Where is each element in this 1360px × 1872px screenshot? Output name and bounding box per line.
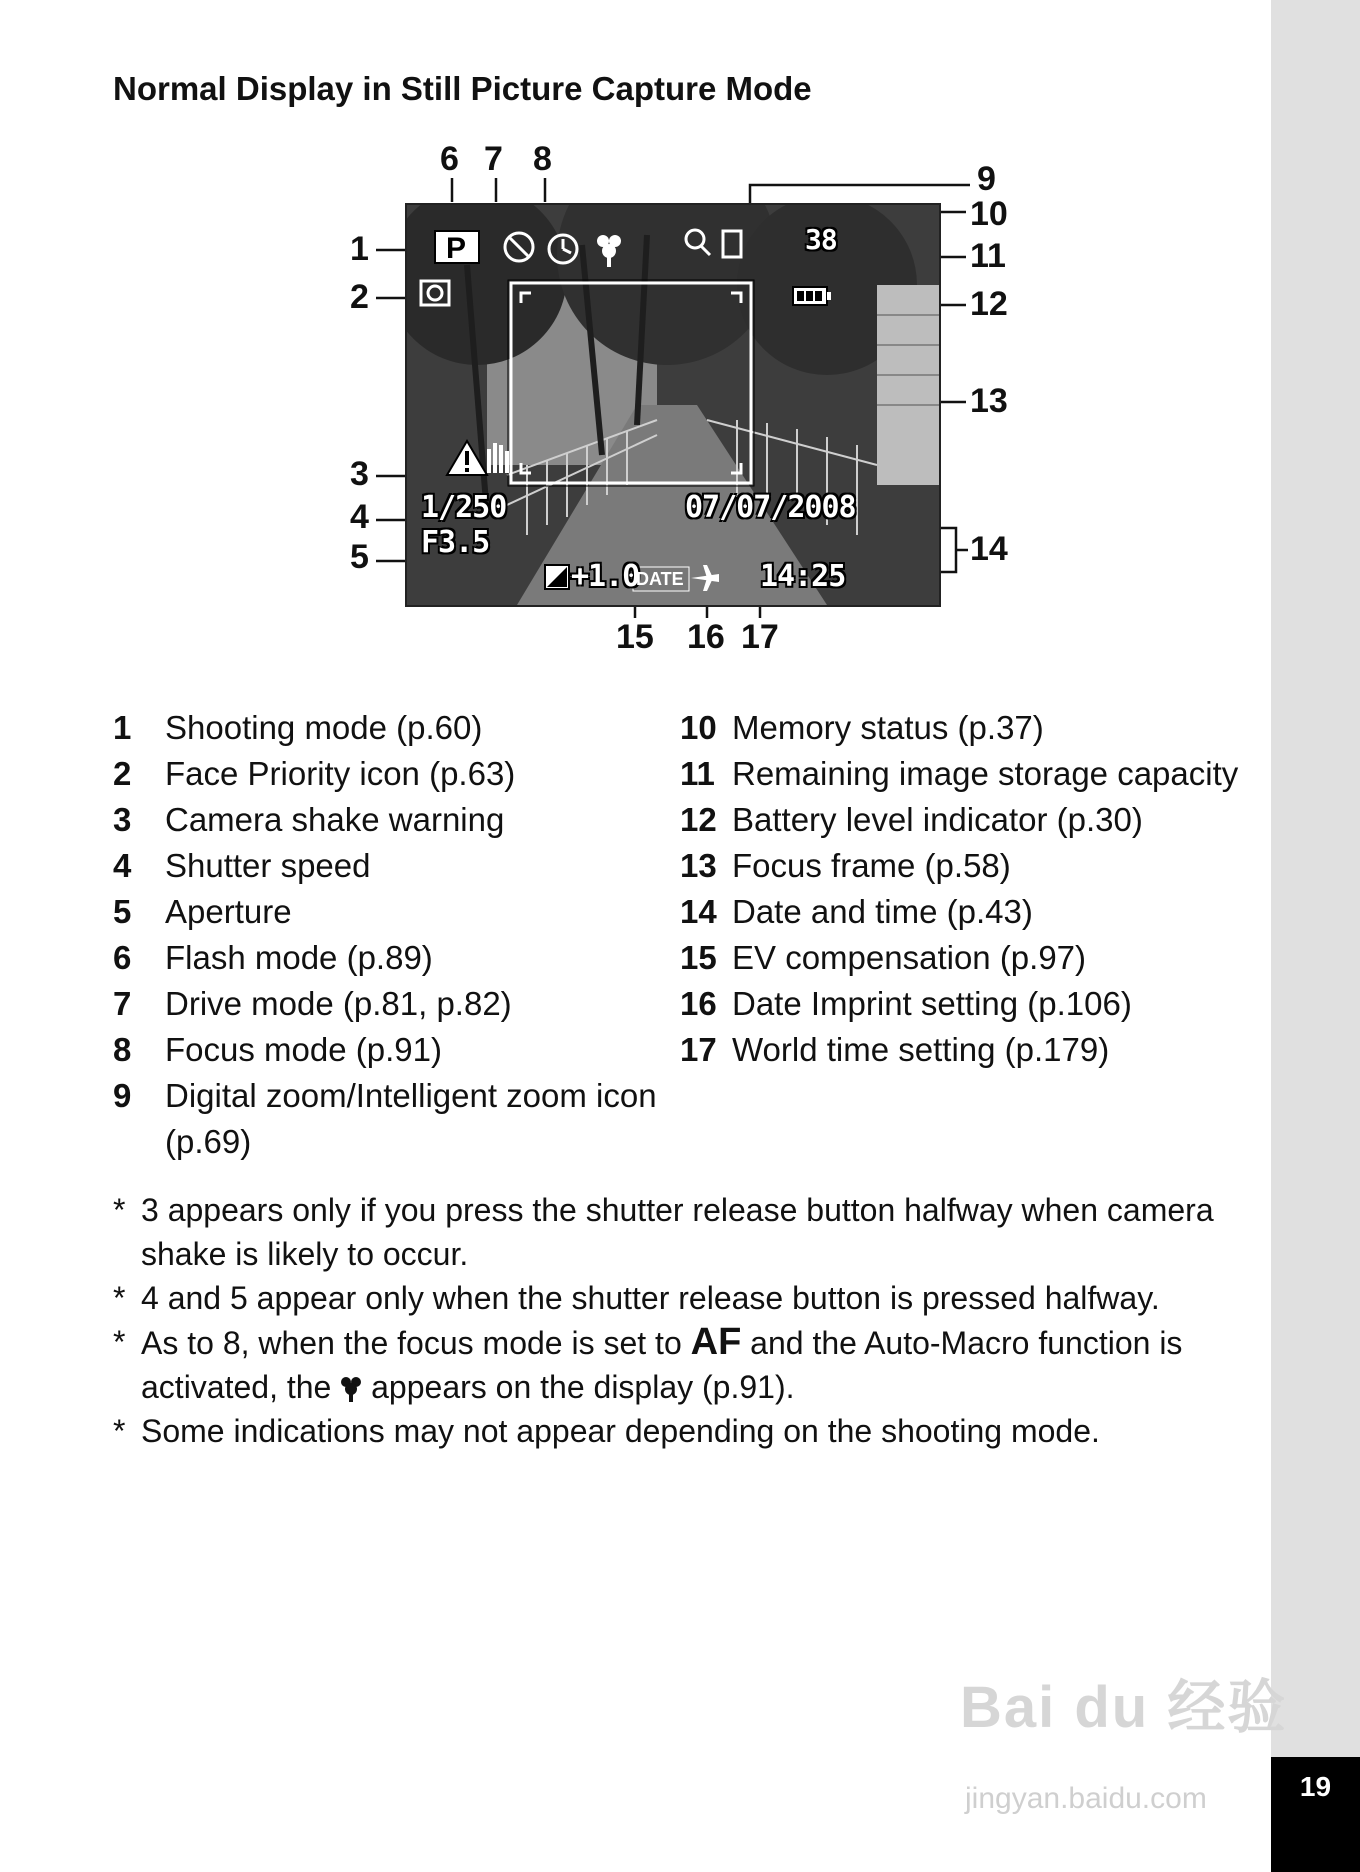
date-display: 07/07/2008 — [685, 490, 856, 525]
callout-9: 9 — [977, 160, 996, 198]
legend-num: 5 — [113, 893, 132, 930]
legend-text: Drive mode (p.81, p.82) — [165, 985, 512, 1022]
legend-text: Shutter speed — [165, 847, 371, 884]
legend-item — [113, 889, 673, 935]
legend-right-column — [680, 705, 1270, 1073]
callout-14: 14 — [970, 530, 1008, 568]
legend-text: Memory status (p.37) — [732, 709, 1044, 746]
legend-num: 10 — [680, 709, 717, 746]
shutter-speed: 1/250 — [421, 490, 507, 525]
remaining-count: 38 — [805, 223, 837, 256]
legend-text: Battery level indicator (p.30) — [732, 801, 1143, 838]
legend-text: Focus mode (p.91) — [165, 1031, 442, 1068]
legend-text: Aperture — [165, 893, 292, 930]
callout-6: 6 — [440, 140, 459, 178]
callout-1: 1 — [350, 230, 369, 268]
af-label: AF — [690, 1321, 742, 1363]
callout-3: 3 — [350, 455, 369, 493]
legend-item — [113, 843, 673, 889]
callout-4: 4 — [350, 498, 369, 536]
page-title: Normal Display in Still Picture Capture Mode — [113, 70, 812, 107]
legend-num: 15 — [680, 939, 717, 976]
legend-item — [680, 1027, 1270, 1073]
legend-text: Date and time (p.43) — [732, 893, 1033, 930]
legend-item — [680, 751, 1270, 797]
date-imprint-badge: DATE — [636, 569, 684, 589]
baidu-watermark: Bai du 经验 — [960, 1675, 1288, 1740]
battery-level-icon — [793, 287, 831, 305]
camera-lcd-screen — [405, 203, 941, 607]
legend-text: Face Priority icon (p.63) — [165, 755, 516, 792]
callout-2: 2 — [350, 278, 369, 316]
legend-num: 7 — [113, 985, 132, 1022]
legend-text: Shooting mode (p.60) — [165, 709, 483, 746]
legend-text: Digital zoom/Intelligent zoom icon (p.69) — [165, 1077, 657, 1160]
callout-10: 10 — [970, 195, 1008, 233]
legend-item — [113, 1027, 673, 1073]
callout-17: 17 — [741, 618, 779, 656]
legend-num: 17 — [680, 1031, 717, 1068]
ev-value: +1.0 — [571, 559, 640, 594]
legend-item — [113, 797, 673, 843]
legend-num: 11 — [680, 755, 715, 792]
note-3: * As to 8, when the focus mode is set to AF and the Auto-Macro function is activated, the appears on the display (p.91). — [113, 1321, 1183, 1405]
legend-item — [680, 843, 1270, 889]
legend-num: 9 — [113, 1077, 132, 1114]
callout-11: 11 — [970, 237, 1006, 275]
legend-text: Focus frame (p.58) — [732, 847, 1011, 884]
note-3-part-a: As to 8, when the focus mode is set to — [141, 1325, 682, 1361]
callout-7: 7 — [484, 140, 503, 178]
legend-num: 4 — [113, 847, 132, 884]
legend-text: Camera shake warning — [165, 801, 505, 838]
callout-5: 5 — [350, 538, 369, 576]
legend-item — [680, 889, 1270, 935]
legend-text: Date Imprint setting (p.106) — [732, 985, 1132, 1022]
legend-text: World time setting (p.179) — [732, 1031, 1110, 1068]
legend-item — [113, 751, 673, 797]
legend-num: 14 — [680, 893, 717, 930]
note-text: Some indications may not appear depending on the shooting mode. — [141, 1413, 1100, 1449]
legend-num: 13 — [680, 847, 717, 884]
ev-compensation-icon — [545, 565, 569, 589]
note-3-part-c: appears on the display (p.91). — [371, 1369, 795, 1405]
callout-12: 12 — [970, 285, 1008, 323]
legend-item — [113, 935, 673, 981]
note-1: * 3 appears only if you press the shutter release button halfway when camera shake is likely to occur. — [113, 1188, 1253, 1276]
legend-item — [113, 981, 673, 1027]
legend-num: 6 — [113, 939, 132, 976]
legend-num: 1 — [113, 709, 132, 746]
callout-8: 8 — [533, 140, 552, 178]
note-text: 4 and 5 appear only when the shutter release button is pressed halfway. — [141, 1280, 1160, 1316]
legend-item — [680, 705, 1270, 751]
legend-item — [680, 981, 1270, 1027]
callout-13: 13 — [970, 382, 1008, 420]
legend-num: 2 — [113, 755, 132, 792]
legend-left-column — [113, 705, 673, 1165]
macro-flower-icon — [340, 1376, 362, 1402]
shooting-mode-label: P — [446, 232, 466, 265]
page-number: 19 — [1271, 1757, 1360, 1872]
footnotes — [113, 1188, 1253, 1453]
legend-item — [680, 797, 1270, 843]
side-bar — [1271, 0, 1360, 1872]
legend-item — [680, 935, 1270, 981]
legend-num: 3 — [113, 801, 132, 838]
legend-text: EV compensation (p.97) — [732, 939, 1087, 976]
note-text: 3 appears only if you press the shutter release button halfway when camera shake is likely to occur. — [141, 1192, 1214, 1272]
legend-num: 12 — [680, 801, 717, 838]
legend-text: Flash mode (p.89) — [165, 939, 433, 976]
legend-item — [113, 705, 673, 751]
camera-display-figure — [340, 140, 1040, 670]
note-3-part-b: and the Auto-Macro function is activated, the — [141, 1325, 1183, 1405]
callout-16: 16 — [687, 618, 725, 656]
aperture: F3.5 — [421, 525, 490, 560]
callout-15: 15 — [616, 618, 654, 656]
legend-text: Remaining image storage capacity — [732, 755, 1239, 792]
legend-item — [113, 1073, 673, 1165]
baidu-watermark-url: jingyan.baidu.com — [965, 1782, 1207, 1815]
note-4: * Some indications may not appear depending on the shooting mode. — [113, 1409, 1253, 1453]
note-2: * 4 and 5 appear only when the shutter release button is pressed halfway. — [113, 1276, 1253, 1320]
legend-num: 16 — [680, 985, 717, 1022]
legend-num: 8 — [113, 1031, 132, 1068]
time-display: 14:25 — [760, 559, 846, 594]
